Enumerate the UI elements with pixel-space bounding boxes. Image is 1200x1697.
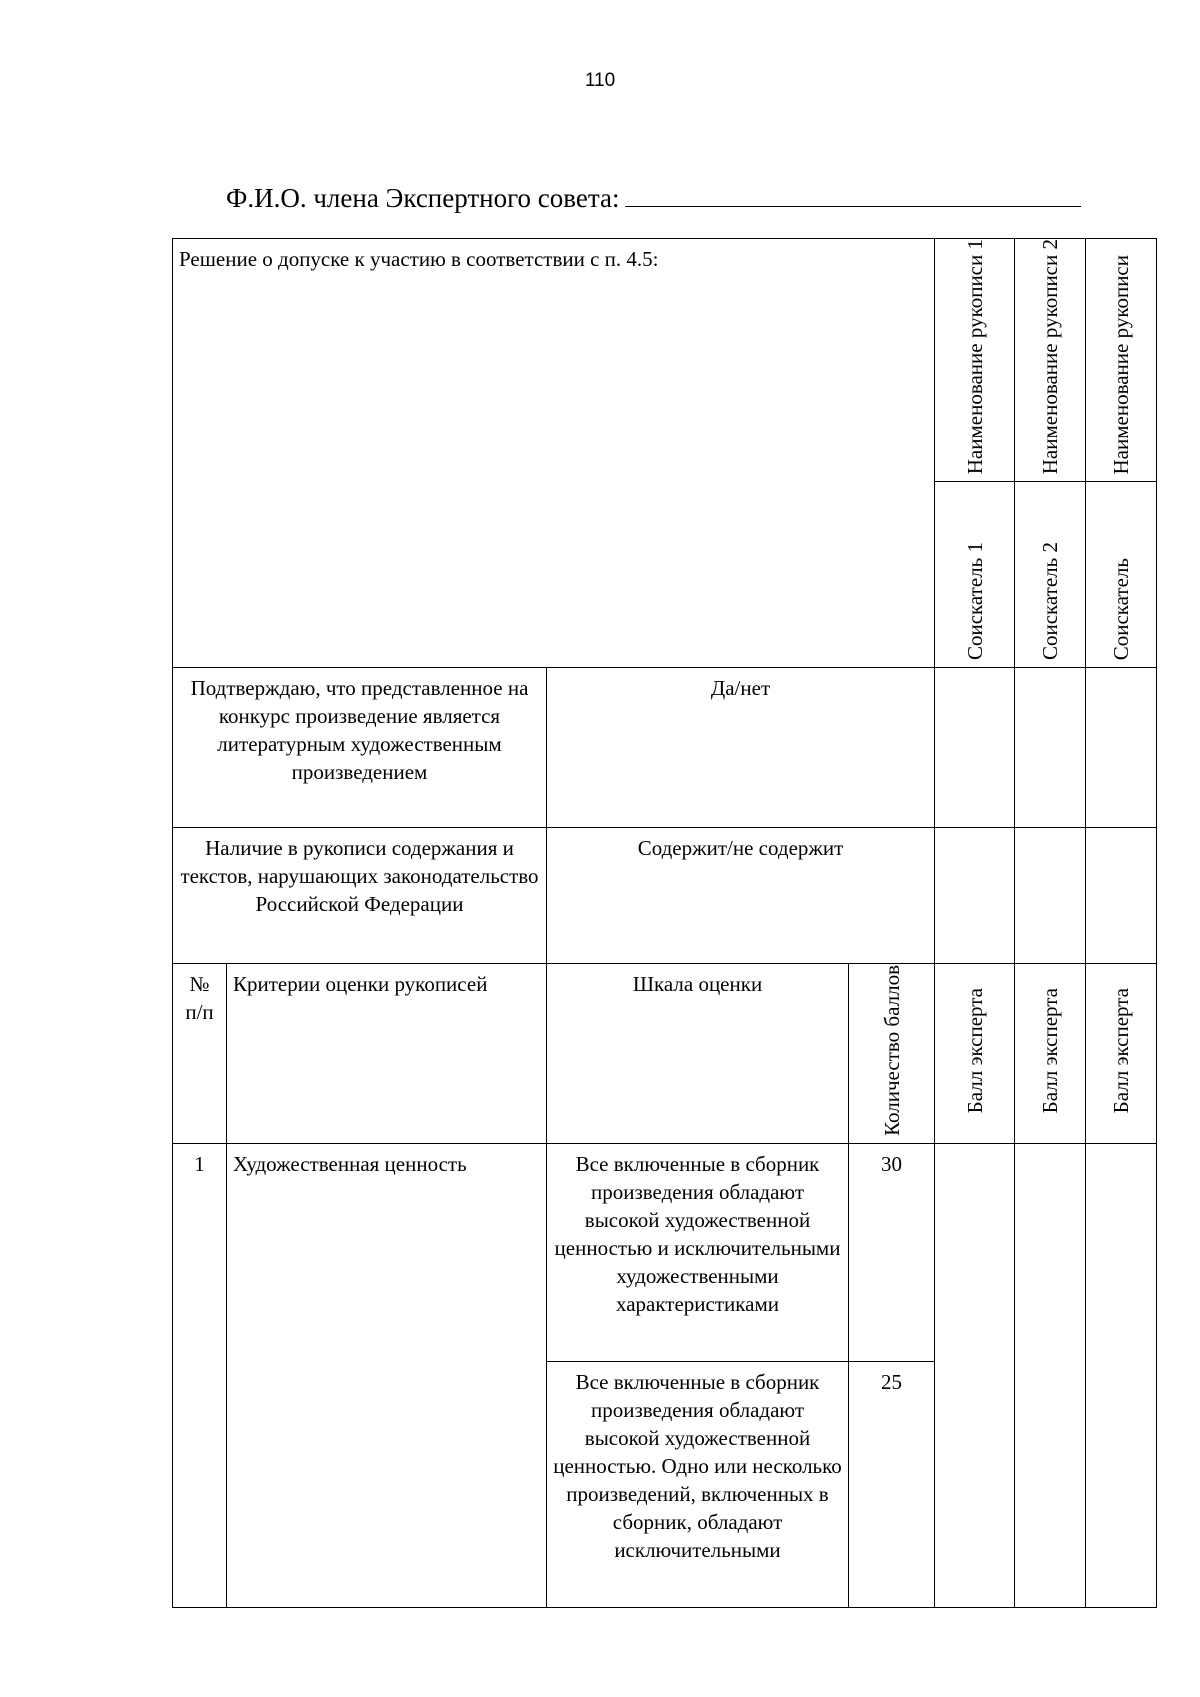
content-applicant-3-cell[interactable] (1086, 828, 1157, 964)
expert-score-cell-3[interactable] (1086, 1144, 1157, 1608)
page-number: 110 (584, 70, 616, 91)
manuscript-3-header: Наименование рукописи (1086, 239, 1157, 482)
confirm-row (173, 668, 1157, 828)
manuscript-1-header: Наименование рукописи 1 (935, 239, 1015, 482)
criteria-header: Критерии оценки рукописей (227, 964, 547, 1144)
scale-points: 30 (849, 1144, 935, 1362)
expert-name-label: Ф.И.О. члена Экспертного совета: (226, 183, 620, 213)
confirm-applicant-1-cell[interactable] (935, 668, 1015, 828)
evaluation-table (172, 238, 1157, 1608)
criteria-header-row (173, 964, 1157, 1144)
criterion-number: 1 (173, 1144, 227, 1608)
applicant-3-header: Соискатель (1086, 482, 1157, 668)
scale-points: 25 (849, 1362, 935, 1608)
expert-score-header-2: Балл эксперта (1015, 964, 1086, 1144)
decision-label: Решение о допуске к участию в соответствии с п. 4.5: (173, 239, 935, 668)
criterion-name: Художественная ценность (227, 1144, 547, 1608)
content-applicant-2-cell[interactable] (1015, 828, 1086, 964)
content-row (173, 828, 1157, 964)
expert-score-cell-2[interactable] (1015, 1144, 1086, 1608)
scale-description: Все включенные в сборник произведения обладают высокой художественной ценностью и исключительными художественными характеристиками (547, 1144, 849, 1362)
applicant-1-header: Соискатель 1 (935, 482, 1015, 668)
scale-header: Шкала оценки (547, 964, 849, 1144)
expert-name-line (226, 180, 1081, 214)
expert-score-header-3: Балл эксперта (1086, 964, 1157, 1144)
content-applicant-1-cell[interactable] (935, 828, 1015, 964)
scale-description: Все включенные в сборник произведения обладают высокой художественной ценностью. Одно или несколько произведений, включенных в сборник, обладают исключительными (547, 1362, 849, 1608)
confirm-answer: Да/нет (547, 668, 935, 828)
points-header: Количество баллов (849, 964, 935, 1144)
content-answer: Содержит/не содержит (547, 828, 935, 964)
content-label: Наличие в рукописи содержания и текстов, нарушающих законодательство Российской Федерации (173, 828, 547, 964)
confirm-applicant-2-cell[interactable] (1015, 668, 1086, 828)
criterion-1-level-1-row (173, 1144, 1157, 1362)
applicant-2-header: Соискатель 2 (1015, 482, 1086, 668)
confirm-label: Подтверждаю, что представленное на конкурс произведение является литературным художественным произведением (173, 668, 547, 828)
expert-name-blank (625, 180, 1081, 207)
expert-score-cell-1[interactable] (935, 1144, 1015, 1608)
manuscript-2-header: Наименование рукописи 2 (1015, 239, 1086, 482)
confirm-applicant-3-cell[interactable] (1086, 668, 1157, 828)
expert-score-header-1: Балл эксперта (935, 964, 1015, 1144)
decision-header-row (173, 239, 1157, 482)
number-header: № п/п (173, 964, 227, 1144)
